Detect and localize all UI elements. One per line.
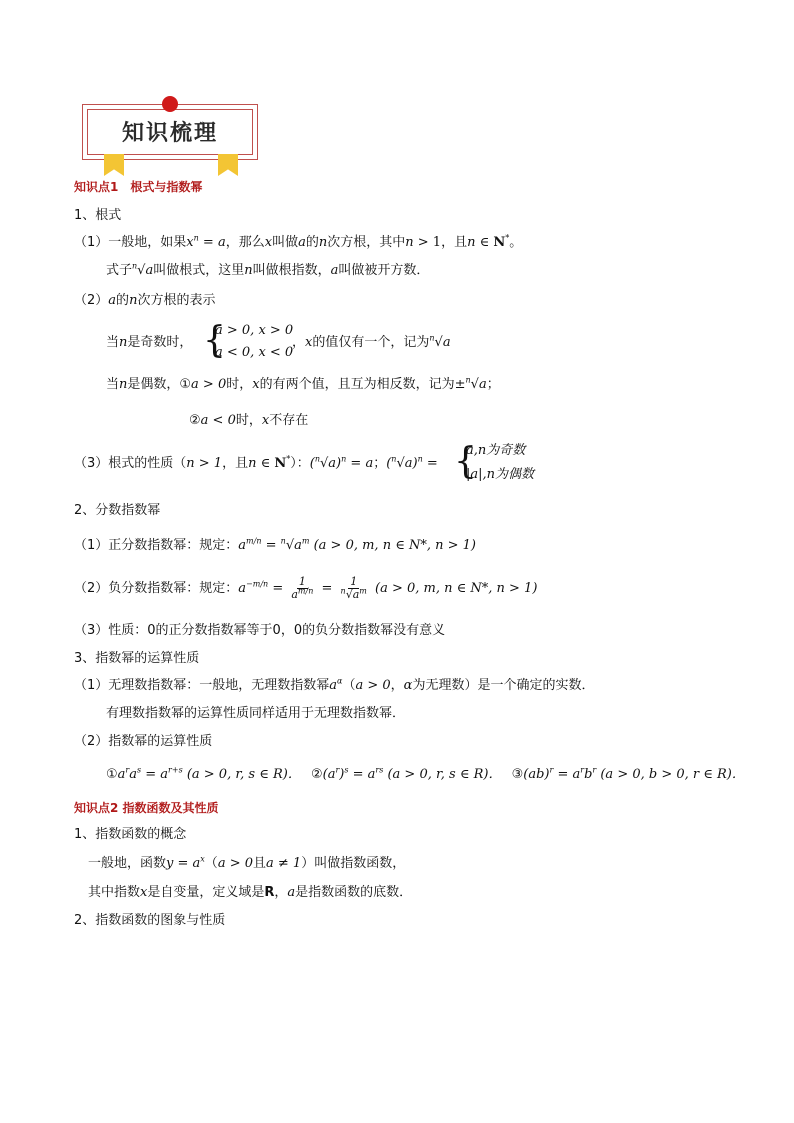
radical-terms: 式子$^n$√a叫做根式，这里n叫做根指数，a叫做被开方数． [106,261,430,278]
odd-root-lead: 当n是奇数时， [106,335,193,350]
operation-rules-heading: （2）指数幂的运算性质 [74,734,213,749]
section-1-heading: 知识点1 根式与指数幂 [74,180,203,194]
odd-case-1: a > 0, x > 0 [215,323,294,338]
subsection-fractional: 2、分数指数幂 [74,503,161,518]
fraction-property: （3）性质：0的正分数指数幂等于0，0的负分数指数幂没有意义 [74,623,446,638]
negative-fraction-rule: （2）负分数指数幂：规定：$a^{-m/n}$ = $\frac{1}{a^{m/n}}$ = $\frac{1}{^n√a^m}$ (a > 0, m, n ∈ N*, n > 1) [74,575,538,601]
exp-function-domain: 其中指数x是自变量，定义域是R，a是指数函数的底数． [88,885,413,900]
radical-definition: （1）一般地，如果$x^n = a$，那么x叫做a的n次方根，其中n > 1，且n ∈ N*。 [74,233,523,250]
subsection-operations: 3、指数幂的运算性质 [74,651,200,666]
even-root-line-2: ②a < 0时，x不存在 [189,413,309,428]
property-case-even: |a|,n为偶数 [466,467,535,482]
subsection-exp-concept: 1、指数函数的概念 [74,827,187,842]
banner-title: 知识梳理 [121,121,218,146]
odd-case-2: a < 0, x < 0 [215,345,294,360]
ribbon-right-icon [218,154,238,176]
exp-function-definition: 一般地，函数$y = a^x(a > 0$且a ≠ 1）叫做指数函数， [88,854,406,871]
odd-root-notation: ，x的值仅有一个，记为$^n$√a [292,333,451,350]
brace-odd: { [203,320,226,361]
even-root-line: 当n是偶数，①a > 0时，x的有两个值，且互为相反数，记为±$^n$√a； [106,375,500,392]
nth-root-heading: （2）a的n次方根的表示 [74,293,216,308]
positive-fraction-rule: （1）正分数指数幂：规定：$a^{m/n} = ^n√a^m$ (a > 0, m, n ∈ N*, n > 1) [74,536,476,553]
brace-property: { [454,441,477,482]
subsection-radical: 1、根式 [74,208,122,223]
subsection-exp-graph: 2、指数函数的图象与性质 [74,913,226,928]
section-banner [82,104,260,162]
operation-rules: $①a^ra^s = a^{r+s}$ (a > 0, r, s ∈ R)． $②(a^r)^s = a^{rs}$ (a > 0, r, s ∈ R)． ③(ab)$^r$ = $a^rb^r$ (a > 0, b > 0, r ∈ R)． [106,765,745,782]
ribbon-left-icon [104,154,124,176]
section-2-heading: 知识点2 指数函数及其性质 [74,801,219,815]
pin-dot-icon [162,96,178,112]
radical-properties: （3）根式的性质（n > 1，且n ∈ N*）：$(^n√a)^n = a$；$(^n√a)^n$ = [74,454,438,471]
irrational-exponent: （1）无理数指数幂：一般地，无理数指数幂$a^\alpha(a > 0$，α为无理数）是一个确定的实数． [74,676,595,693]
property-case-odd: a,n为奇数 [466,443,526,458]
irrational-note: 有理数指数幂的运算性质同样适用于无理数指数幂． [106,706,406,721]
